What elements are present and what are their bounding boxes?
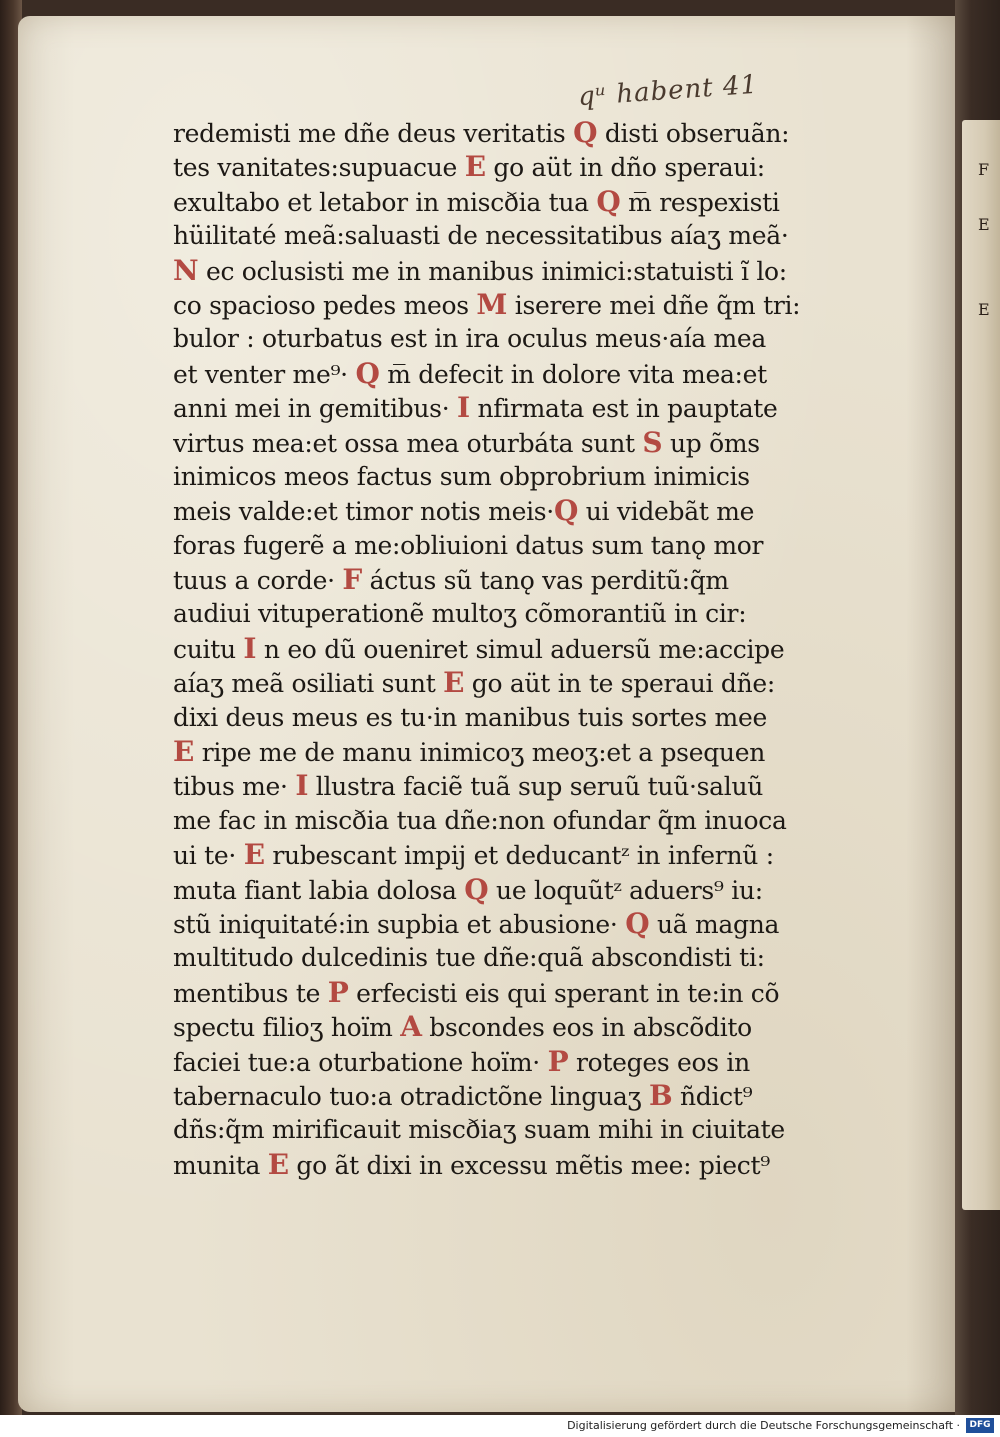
text-line xyxy=(173,735,863,769)
text-line xyxy=(173,426,863,460)
rubric-initial: Q xyxy=(573,116,598,149)
footer-bar xyxy=(0,1415,1000,1437)
rubric-initial: Q xyxy=(625,906,650,940)
rubric-initial: E xyxy=(267,1147,289,1181)
text-line xyxy=(173,1079,863,1113)
line-text: m̅ defecit in dolore vita mea:et xyxy=(379,359,767,389)
line-text: tibus me· xyxy=(173,772,296,802)
line-text: go ãt dixi in excessu mẽtis mee: piect⁹ xyxy=(288,1150,770,1180)
text-line xyxy=(173,1113,863,1147)
line-text: bscondes eos in abscõdito xyxy=(421,1013,752,1043)
text-line xyxy=(173,563,863,597)
footer-credit: Digitalisierung gefördert durch die Deutsche Forschungsgemeinschaft · xyxy=(567,1419,960,1432)
text-line xyxy=(173,804,863,838)
manuscript-page xyxy=(18,16,963,1412)
line-text: dñs:q̃m mirificauit miscðiaʒ suam mihi in ciuitate xyxy=(173,1115,785,1145)
line-text: ui videbãt me xyxy=(578,497,755,527)
rubric-initial: F xyxy=(342,563,362,597)
rubric-initial: P xyxy=(327,975,349,1009)
rubric-initial: Q xyxy=(464,872,489,906)
text-line xyxy=(173,838,863,872)
rubric-initial: A xyxy=(400,1010,422,1044)
text-line xyxy=(173,1045,863,1079)
line-text: cuitu xyxy=(173,634,244,664)
dfg-logo: DFG xyxy=(966,1418,994,1433)
text-line xyxy=(173,116,863,150)
line-text: tuus a corde· xyxy=(173,566,343,596)
rubric-initial: P xyxy=(547,1044,569,1078)
line-text: uã magna xyxy=(649,909,780,939)
line-text: tabernaculo tuo:a otradictõne linguaʒ xyxy=(173,1081,649,1111)
rubric-initial: Q xyxy=(596,184,621,218)
line-text: iserere mei dñe q̃m tri: xyxy=(507,290,801,320)
line-text: mentibus te xyxy=(173,978,328,1008)
line-text: faciei tue:a oturbatione hoïm· xyxy=(173,1047,548,1077)
rubric-initial: E xyxy=(173,735,195,769)
text-line xyxy=(173,391,863,425)
rubric-initial: I xyxy=(457,391,470,425)
line-text: roteges eos in xyxy=(568,1047,750,1077)
line-text: meis valde:et timor notis meis· xyxy=(173,497,554,527)
text-line xyxy=(173,460,863,494)
line-text: n eo dũ oueniret simul aduersũ me:accipe xyxy=(256,634,785,664)
line-text: ripe me de manu inimicoʒ meoʒ:et a psequen xyxy=(194,738,765,768)
rubric-initial: M xyxy=(476,287,508,321)
line-text: llustra faciẽ tuã sup seruũ tuũ·saluũ xyxy=(308,772,764,802)
line-text: me fac in miscðia tua dñe:non ofundar q̃m inuoca xyxy=(173,805,787,835)
line-text: anni mei in gemitibus· xyxy=(173,394,458,424)
adjacent-leaf-edge xyxy=(962,120,1000,1210)
text-line xyxy=(173,150,863,184)
line-text: foras fugerẽ a me:obliuioni datus sum tanǫ mor xyxy=(173,530,764,560)
text-line xyxy=(173,529,863,563)
rubric-initial: B xyxy=(648,1078,673,1112)
line-text: spectu filioʒ hoïm xyxy=(173,1013,401,1043)
line-text: et venter me⁹· xyxy=(173,359,356,389)
line-text: disti obseruãn: xyxy=(597,119,790,148)
line-text: multitudo dulcedinis tue dñe:quã abscondisti ti: xyxy=(173,943,765,973)
text-line xyxy=(173,219,863,253)
rubric-initial: Q xyxy=(355,356,380,390)
edge-mark: E xyxy=(978,215,990,234)
line-text: bulor : oturbatus est in ira oculus meus·aía mea xyxy=(173,324,767,354)
rubric-initial: N xyxy=(173,253,199,287)
line-text: ui te· xyxy=(173,841,244,871)
line-text: ec oclusisti me in manibus inimici:statuisti ĩ lo: xyxy=(198,256,787,286)
text-line xyxy=(173,494,863,528)
line-text: tes vanitates:supuacue xyxy=(173,153,465,183)
line-text: stũ iniquitaté:in supbia et abusione· xyxy=(173,909,626,939)
rubric-initial: Q xyxy=(553,494,579,528)
text-line xyxy=(173,976,863,1010)
text-line xyxy=(173,873,863,907)
line-text: redemisti me dñe deus veritatis xyxy=(173,119,574,148)
line-text: rubescant impij et deducantᶻ in infernũ : xyxy=(264,841,774,871)
line-text: co spacioso pedes meos xyxy=(173,290,477,320)
rubric-initial: I xyxy=(243,631,257,665)
rubric-initial: E xyxy=(243,838,265,872)
text-line xyxy=(173,322,863,356)
line-text: muta fiant labia dolosa xyxy=(173,875,465,905)
rubric-initial: I xyxy=(295,769,309,803)
text-block xyxy=(173,116,863,1182)
text-line xyxy=(173,1148,863,1182)
text-line xyxy=(173,701,863,735)
rubric-initial: E xyxy=(443,666,465,700)
line-text: up õms xyxy=(662,428,760,458)
rubric-initial: S xyxy=(642,425,663,459)
rubric-initial: E xyxy=(464,150,486,184)
line-text: audiui vituperationẽ multoʒ cõmorantiũ in cir: xyxy=(173,599,747,629)
text-line xyxy=(173,941,863,975)
edge-mark: E xyxy=(978,300,990,319)
line-text: erfecisti eis qui sperant in te:in cõ xyxy=(348,978,780,1008)
line-text: go aüt in dño speraui: xyxy=(485,153,765,183)
text-line xyxy=(173,1010,863,1044)
text-line xyxy=(173,597,863,631)
line-text: aíaʒ meã osiliati sunt xyxy=(173,669,444,699)
line-text: áctus sũ tanǫ vas perditũ:q̃m xyxy=(361,566,729,596)
folio-annotation: qᵘ habent 41 xyxy=(577,69,759,113)
line-text: inimicos meos factus sum obprobrium inimicis xyxy=(173,461,750,491)
line-text: dixi deus meus es tu·in manibus tuis sortes mee xyxy=(173,702,767,732)
text-line xyxy=(173,288,863,322)
text-line xyxy=(173,357,863,391)
text-line xyxy=(173,907,863,941)
text-line xyxy=(173,769,863,803)
line-text: virtus mea:et ossa mea oturbáta sunt xyxy=(173,428,643,458)
text-line xyxy=(173,632,863,666)
line-text: exultabo et letabor in miscðia tua xyxy=(173,187,597,217)
line-text: munita xyxy=(173,1150,268,1180)
line-text: hüilitaté meã:saluasti de necessitatibus aíaʒ meã· xyxy=(173,221,789,251)
text-line xyxy=(173,185,863,219)
line-text: nfirmata est in pauptate xyxy=(469,394,778,424)
line-text: m̅ respexisti xyxy=(620,187,780,217)
line-text: ñdict⁹ xyxy=(672,1081,753,1111)
line-text: ue loquũtᶻ aduers⁹ iu: xyxy=(488,875,763,905)
edge-mark: F xyxy=(978,160,990,179)
text-line xyxy=(173,254,863,288)
text-line xyxy=(173,666,863,700)
line-text: go aüt in te speraui dñe: xyxy=(464,669,775,699)
